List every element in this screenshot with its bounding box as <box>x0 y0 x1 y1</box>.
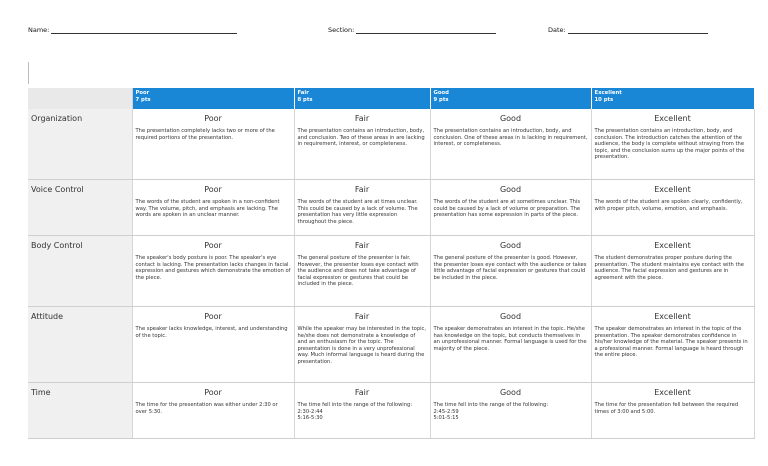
rubric-cell[interactable] <box>294 180 430 236</box>
level-name: Fair <box>297 90 309 96</box>
cell-level-label: Poor <box>204 241 222 250</box>
margin-rule <box>28 62 29 84</box>
cell-level-label: Excellent <box>654 114 691 123</box>
cell-description: The general posture of the presenter is good. However, the presenter loses eye contact with the audience or takes little advantage of facial expression or gestures that could be included in the piece. <box>433 255 587 281</box>
rubric-cell[interactable] <box>591 383 754 439</box>
level-points: 8 pts <box>297 96 313 103</box>
cell-level-label: Good <box>499 388 522 397</box>
name-label: Name: <box>28 26 50 34</box>
cell-description: The speaker demonstrates an interest in the topic. He/she has knowledge on the topic, but conducts themselves in an unprofessional manner. Formal language is used for the majority of the piece. <box>433 326 587 352</box>
rubric-cell[interactable] <box>132 307 294 383</box>
rubric-row-time <box>28 383 754 439</box>
date-field[interactable] <box>548 26 708 34</box>
rubric-cell[interactable] <box>294 307 430 383</box>
rubric-row-voice-control <box>28 180 754 236</box>
rubric-cell[interactable] <box>430 383 591 439</box>
section-blank[interactable] <box>356 26 496 34</box>
cell-description: The speaker lacks knowledge, interest, and understanding of the topic. <box>135 326 288 339</box>
rubric-cell[interactable] <box>430 180 591 236</box>
cell-description: The words of the student are at times unclear. This could be caused by a lack of volume. The presentation has very little expression throughout the piece. <box>297 199 418 225</box>
cell-description: The time for the presentation was either under 2:30 or over 5:30. <box>135 402 278 415</box>
rubric-cell[interactable] <box>294 236 430 307</box>
rubric-cell[interactable] <box>591 307 754 383</box>
name-blank[interactable] <box>51 26 237 34</box>
cell-level-label: Good <box>499 114 522 123</box>
cell-description: The words of the student are spoken clearly, confidently, with proper pitch, volume, emotion, and emphasis. <box>594 199 743 212</box>
cell-description: The speaker demonstrates an interest in the topic of the presentation. The speaker demonstrates confidence in his/her knowledge of the material. The speaker presents in a professional manner. Formal language is heard through the entire piece. <box>594 326 748 359</box>
cell-level-label: Excellent <box>654 312 691 321</box>
rubric-cell[interactable] <box>132 109 294 180</box>
rubric-cell[interactable] <box>430 307 591 383</box>
cell-level-label: Poor <box>204 114 222 123</box>
rubric-table <box>28 88 755 439</box>
cell-description: The time fell into the range of the following: 2:45-2:59 5:01-5:15 <box>433 402 549 422</box>
cell-description: The words of the student are at sometimes unclear. This could be caused by a lack of volume or preparation. The presentation has some expression in parts of the piece. <box>433 199 581 219</box>
cell-description: While the speaker may be interested in the topic, he/she does not demonstrate a knowledge of and an enthusiasm for the topic. The presentation is done in a very unprofessional way. Much informal language is heard during the presentation. <box>297 326 427 365</box>
cell-description: The time for the presentation fell between the required times of 3:00 and 5:00. <box>594 402 739 415</box>
rubric-cell[interactable] <box>132 383 294 439</box>
level-name: Good <box>433 90 449 96</box>
level-name: Poor <box>135 90 150 96</box>
rubric-header-row <box>28 88 754 109</box>
criterion-label: Body Control <box>28 236 132 307</box>
cell-description: The speaker's body posture is poor. The speaker's eye contact is lacking. The presentation lacks changes in facial expression and gestures which demonstrate the emotion of the piece. <box>135 255 291 281</box>
criterion-label: Voice Control <box>28 180 132 236</box>
cell-description: The time fell into the range of the following: 2:30-2:44 5:16-5:30 <box>297 402 413 422</box>
cell-description: The presentation completely lacks two or more of the required portions of the presentation. <box>135 128 275 141</box>
name-field[interactable] <box>28 26 237 34</box>
rubric-row-body-control <box>28 236 754 307</box>
rubric-cell[interactable] <box>132 236 294 307</box>
cell-description: The student demonstrates proper posture during the presentation. The student maintains eye contact with the audience. The facial expression and gestures are in agreement with the piece. <box>594 255 744 281</box>
cell-level-label: Fair <box>354 312 370 321</box>
rubric-row-attitude <box>28 307 754 383</box>
cell-description: The presentation contains an introduction, body, and conclusion. Two of these areas in are lacking in requirement, interest, or completeness. <box>297 128 425 148</box>
rubric-cell[interactable] <box>294 383 430 439</box>
level-points: 10 pts <box>594 96 614 103</box>
header-corner <box>28 88 132 109</box>
rubric-cell[interactable] <box>430 109 591 180</box>
cell-level-label: Fair <box>354 241 370 250</box>
rubric-cell[interactable] <box>294 109 430 180</box>
cell-level-label: Fair <box>354 185 370 194</box>
criterion-label: Attitude <box>28 307 132 383</box>
cell-description: The presentation contains an introduction, body, and conclusion. The introduction catches the attention of the audience, the body is complete without straying from the topic, and the conclusion sums up the major points of the presentation. <box>594 128 745 161</box>
date-blank[interactable] <box>568 26 708 34</box>
level-header-fair <box>294 88 430 109</box>
cell-level-label: Fair <box>354 114 370 123</box>
cell-level-label: Good <box>499 185 522 194</box>
cell-level-label: Poor <box>204 388 222 397</box>
level-header-excellent <box>591 88 754 109</box>
level-name: Excellent <box>594 90 622 96</box>
section-label: Section: <box>328 26 355 34</box>
date-label: Date: <box>548 26 566 34</box>
section-field[interactable] <box>328 26 496 34</box>
student-info-header <box>28 26 740 40</box>
level-points: 9 pts <box>433 96 449 103</box>
level-header-good <box>430 88 591 109</box>
rubric-cell[interactable] <box>591 236 754 307</box>
cell-level-label: Poor <box>204 185 222 194</box>
cell-level-label: Excellent <box>654 388 691 397</box>
criterion-label: Organization <box>28 109 132 180</box>
cell-level-label: Poor <box>204 312 222 321</box>
level-header-poor <box>132 88 294 109</box>
level-points: 7 pts <box>135 96 151 103</box>
criterion-label: Time <box>28 383 132 439</box>
cell-description: The general posture of the presenter is fair. However, the presenter loses eye contact with the audience and does not take advantage of facial expression or gestures that could be included in the piece. <box>297 255 419 288</box>
cell-level-label: Excellent <box>654 241 691 250</box>
cell-description: The words of the student are spoken in a non-confident way. The volume, pitch, and emphasis are lacking. The words are spoken in an unclear manner. <box>135 199 280 219</box>
cell-level-label: Excellent <box>654 185 691 194</box>
rubric-cell[interactable] <box>591 109 754 180</box>
rubric-cell[interactable] <box>132 180 294 236</box>
cell-level-label: Good <box>499 312 522 321</box>
cell-level-label: Good <box>499 241 522 250</box>
rubric-cell[interactable] <box>591 180 754 236</box>
rubric-row-organization <box>28 109 754 180</box>
cell-level-label: Fair <box>354 388 370 397</box>
cell-description: The presentation contains an introduction, body, and conclusion. One of these areas in is lacking in requirement, interest, or completeness. <box>433 128 588 148</box>
rubric-cell[interactable] <box>430 236 591 307</box>
